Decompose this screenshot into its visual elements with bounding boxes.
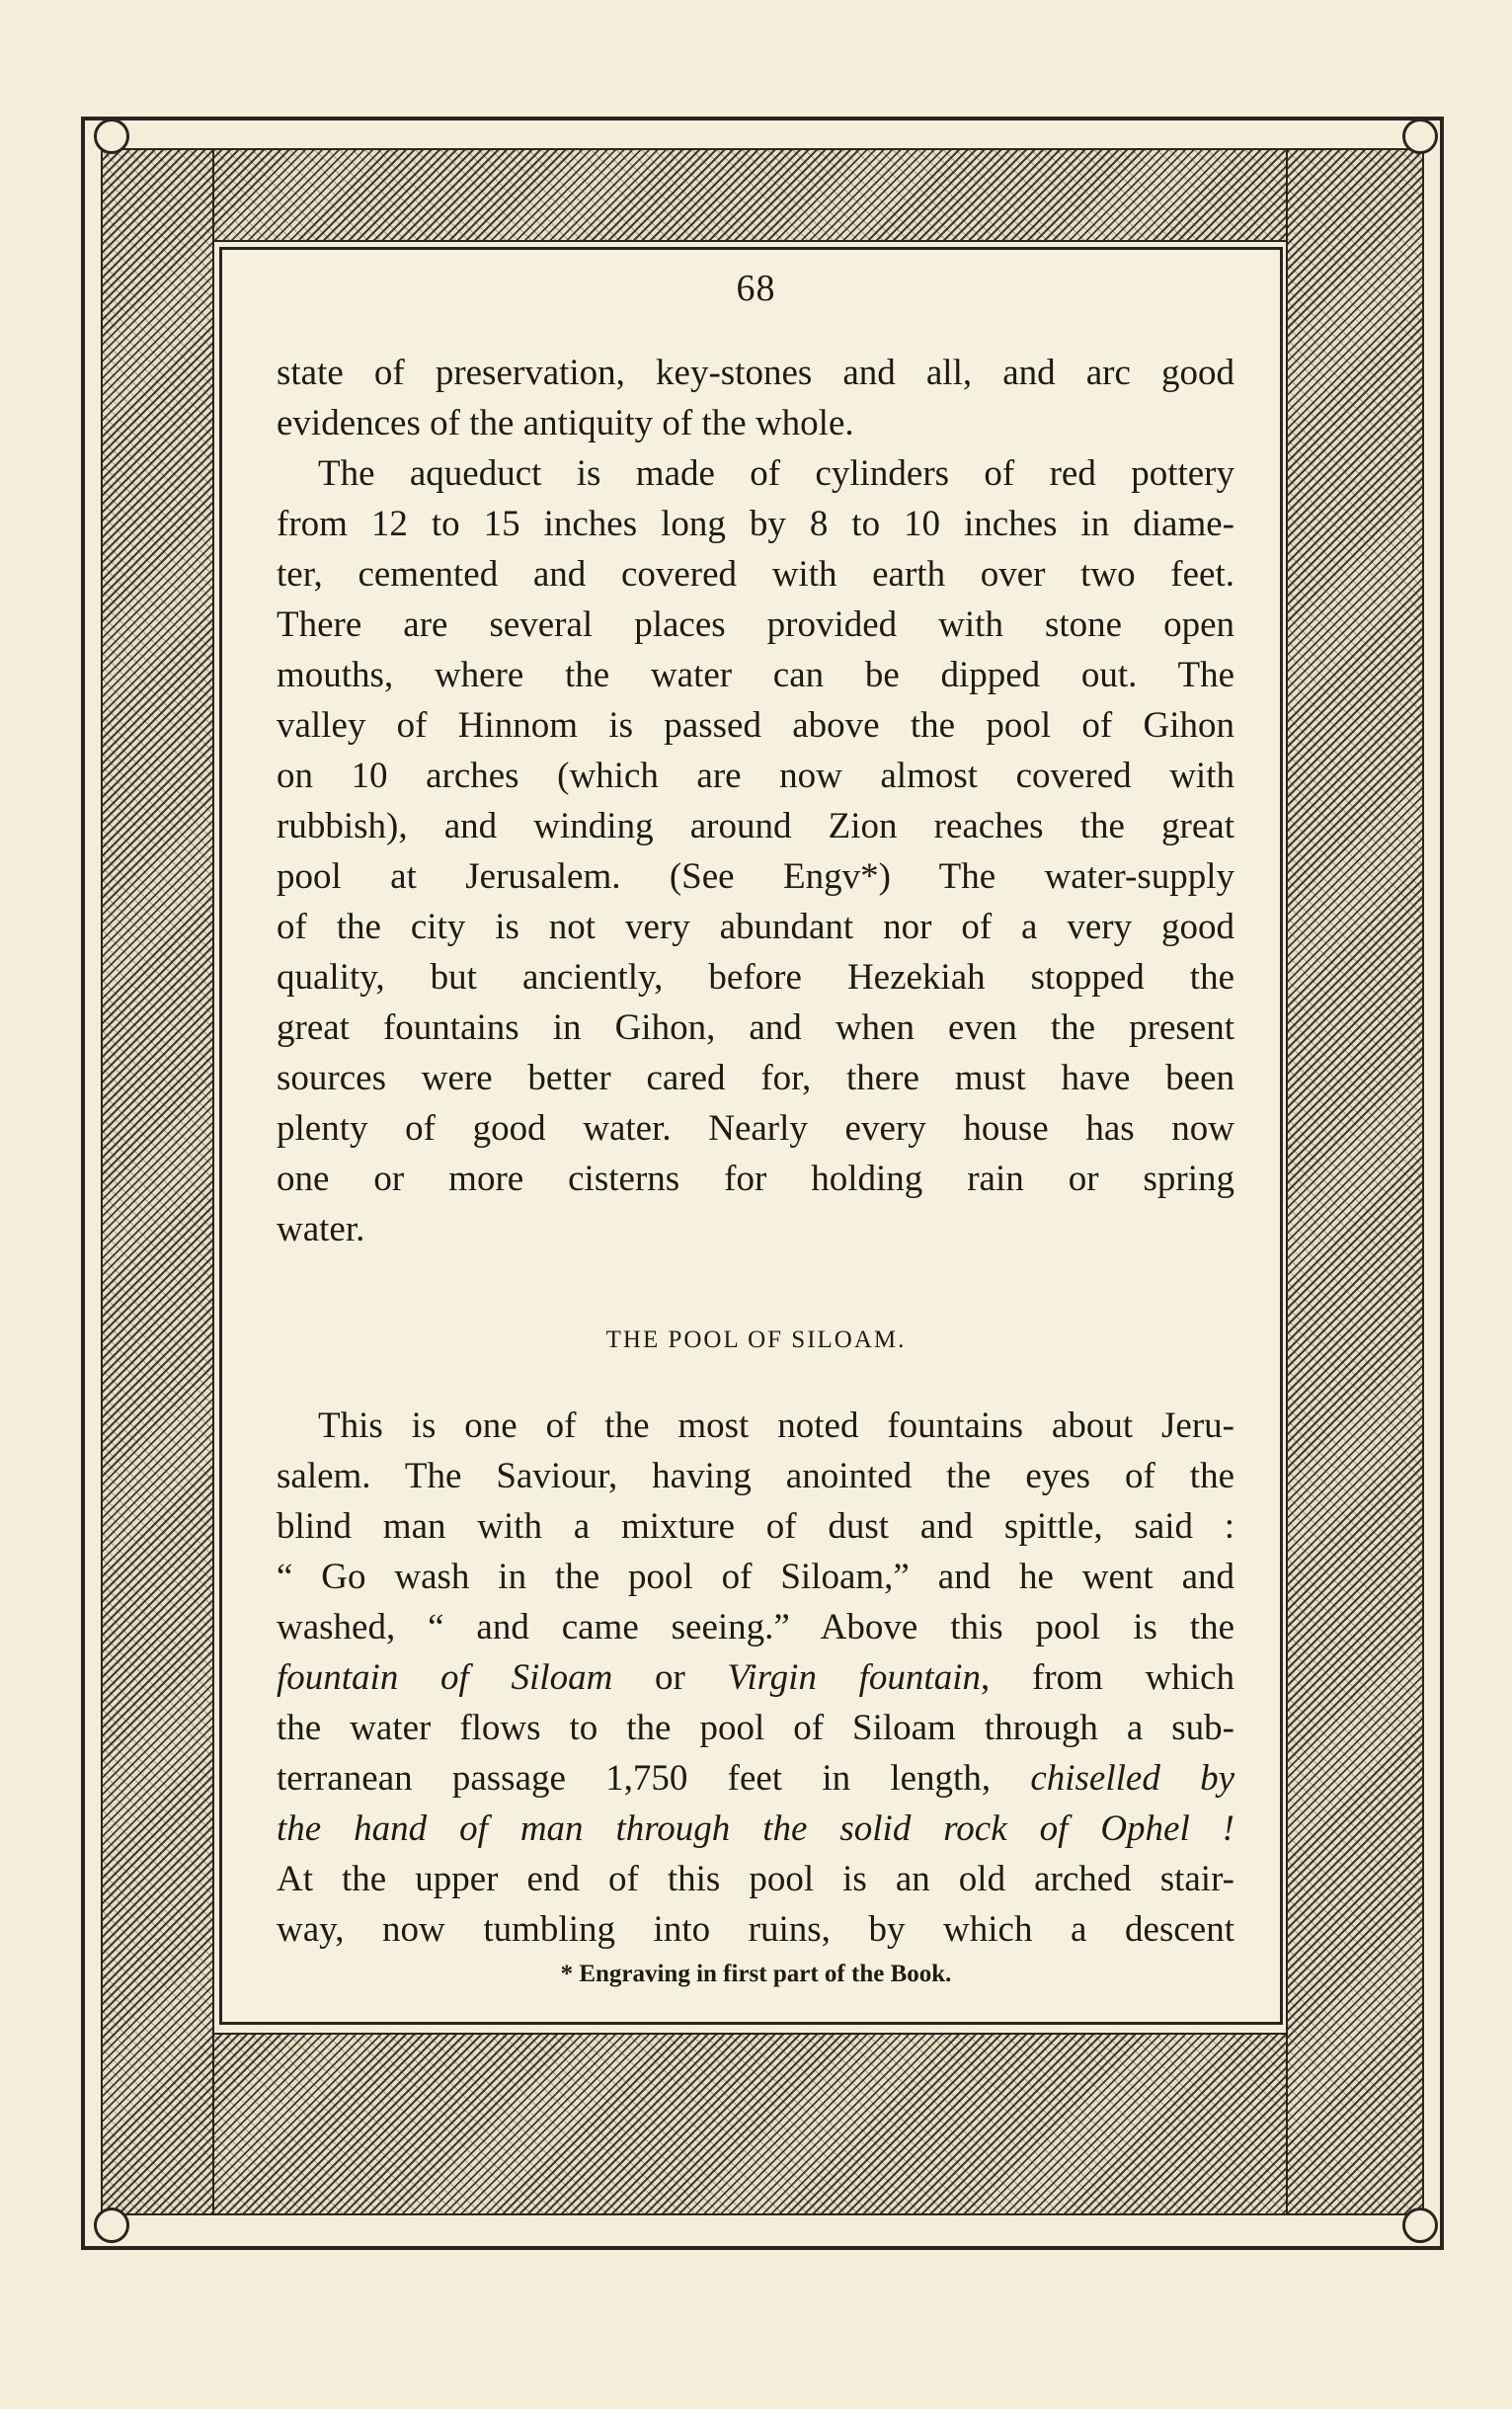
text-line: state of preservation, key-stones and all, and arc good — [277, 353, 1234, 393]
text-run: , from which — [981, 1657, 1234, 1698]
text-line: The aqueduct is made of cylinders of red pottery — [318, 453, 1234, 494]
paragraph-3 — [277, 1401, 1234, 1955]
text-line: There are several places provided with stone open — [277, 604, 1234, 645]
section-heading: THE POOL OF SILOAM. — [605, 1326, 907, 1353]
text-line: evidences of the antiquity of the whole. — [277, 403, 854, 443]
text-line: water. — [277, 1209, 365, 1249]
text-line — [277, 1804, 1234, 1854]
text-line: great fountains in Gihon, and when even the present — [277, 1007, 1234, 1048]
text-line: from 12 to 15 inches long by 8 to 10 inches in diame- — [277, 504, 1234, 544]
paragraph-1 — [277, 348, 1234, 448]
page-number: 68 — [736, 268, 776, 309]
italic-text: the hand of man through the solid rock of Ophel ! — [277, 1808, 1234, 1849]
text-line: on 10 arches (which are now almost covered with — [277, 756, 1234, 796]
text-line: valley of Hinnom is passed above the pool of Gihon — [277, 705, 1234, 746]
text-line: plenty of good water. Nearly every house has now — [277, 1108, 1234, 1149]
corner-knot-icon — [1402, 119, 1438, 154]
text-run: or — [612, 1657, 728, 1698]
text-line: pool at Jerusalem. (See Engv*) The water-supply — [277, 856, 1234, 897]
text-line — [277, 1753, 1234, 1804]
text-line: washed, “ and came seeing.” Above this pool is the — [277, 1607, 1234, 1647]
italic-text: Virgin fountain — [727, 1657, 981, 1698]
text-line: “ Go wash in the pool of Siloam,” and he went and — [277, 1557, 1234, 1597]
border-top-ornament — [101, 148, 1424, 242]
italic-text: chiselled by — [1030, 1758, 1234, 1799]
corner-knot-icon — [1402, 2208, 1438, 2243]
corner-knot-icon — [94, 2208, 129, 2243]
paragraph-2 — [277, 448, 1234, 1254]
text-line — [277, 1652, 1234, 1703]
text-line: mouths, where the water can be dipped out. The — [277, 655, 1234, 695]
text-run: terranean passage 1,750 feet in length, — [277, 1758, 1031, 1799]
text-line: quality, but anciently, before Hezekiah stopped the — [277, 957, 1234, 998]
italic-text: fountain of Siloam — [277, 1657, 613, 1698]
footnote: * Engraving in first part of the Book. — [560, 1961, 952, 1987]
text-line: of the city is not very abundant nor of a very good — [277, 907, 1234, 947]
text-line: way, now tumbling into ruins, by which a descent — [277, 1909, 1234, 1950]
text-line: ter, cemented and covered with earth over two feet. — [277, 554, 1234, 595]
text-line: This is one of the most noted fountains about Jeru- — [318, 1405, 1234, 1446]
border-left-ornament — [101, 148, 214, 2215]
border-bottom-ornament — [101, 2033, 1424, 2215]
text-line: salem. The Saviour, having anointed the eyes of the — [277, 1456, 1234, 1496]
text-line: the water flows to the pool of Siloam through a sub- — [277, 1708, 1234, 1748]
text-line: blind man with a mixture of dust and spittle, said : — [277, 1506, 1234, 1547]
text-line: sources were better cared for, there must have been — [277, 1058, 1234, 1098]
text-line: one or more cisterns for holding rain or spring — [277, 1159, 1234, 1199]
text-line: At the upper end of this pool is an old arched stair- — [277, 1859, 1234, 1899]
text-line: rubbish), and winding around Zion reaches the great — [277, 806, 1234, 846]
corner-knot-icon — [94, 119, 129, 154]
border-right-ornament — [1286, 148, 1424, 2215]
